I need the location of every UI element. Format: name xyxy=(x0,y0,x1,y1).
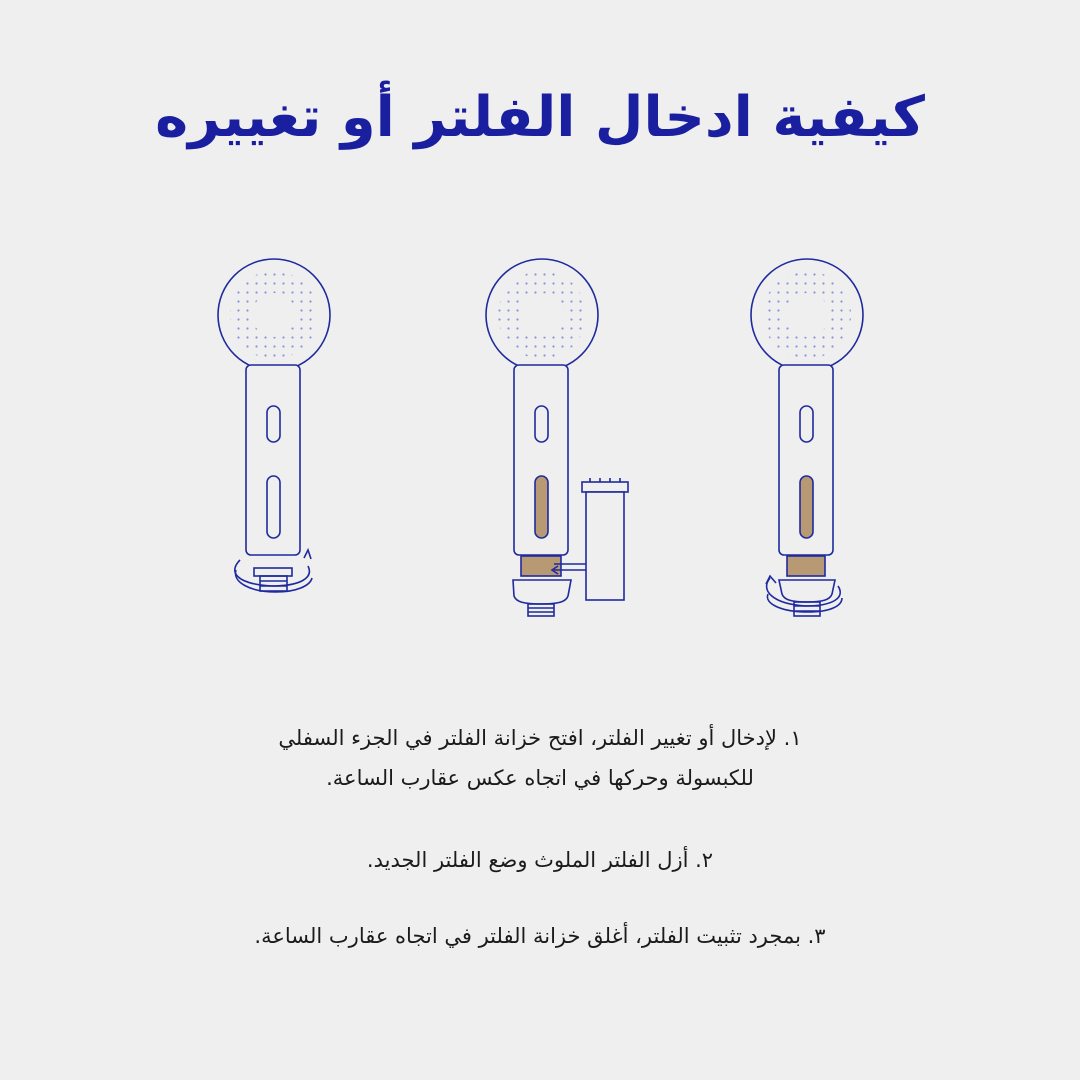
page-title: كيفية ادخال الفلتر أو تغييره xyxy=(155,85,925,150)
shower-head-rotate-close-icon xyxy=(751,259,863,616)
shower-head-rotate-open-icon xyxy=(218,259,330,592)
step-3-text: ٣. بمجرد تثبيت الفلتر، أغلق خزانة الفلتر في اتجاه عقارب الساعة. xyxy=(254,924,826,948)
step-1-text: ١. لإدخال أو تغيير الفلتر، افتح خزانة الفلتر في الجزء السفلي للكبسولة وحركها في اتجاه عكس عقارب الساعة. xyxy=(278,726,802,790)
filter-steps-illustration xyxy=(0,240,1080,640)
step-2-text: ٢. أزل الفلتر الملوث وضع الفلتر الجديد. xyxy=(366,848,714,872)
instructions xyxy=(140,718,940,956)
shower-head-remove-filter-icon xyxy=(486,259,628,616)
